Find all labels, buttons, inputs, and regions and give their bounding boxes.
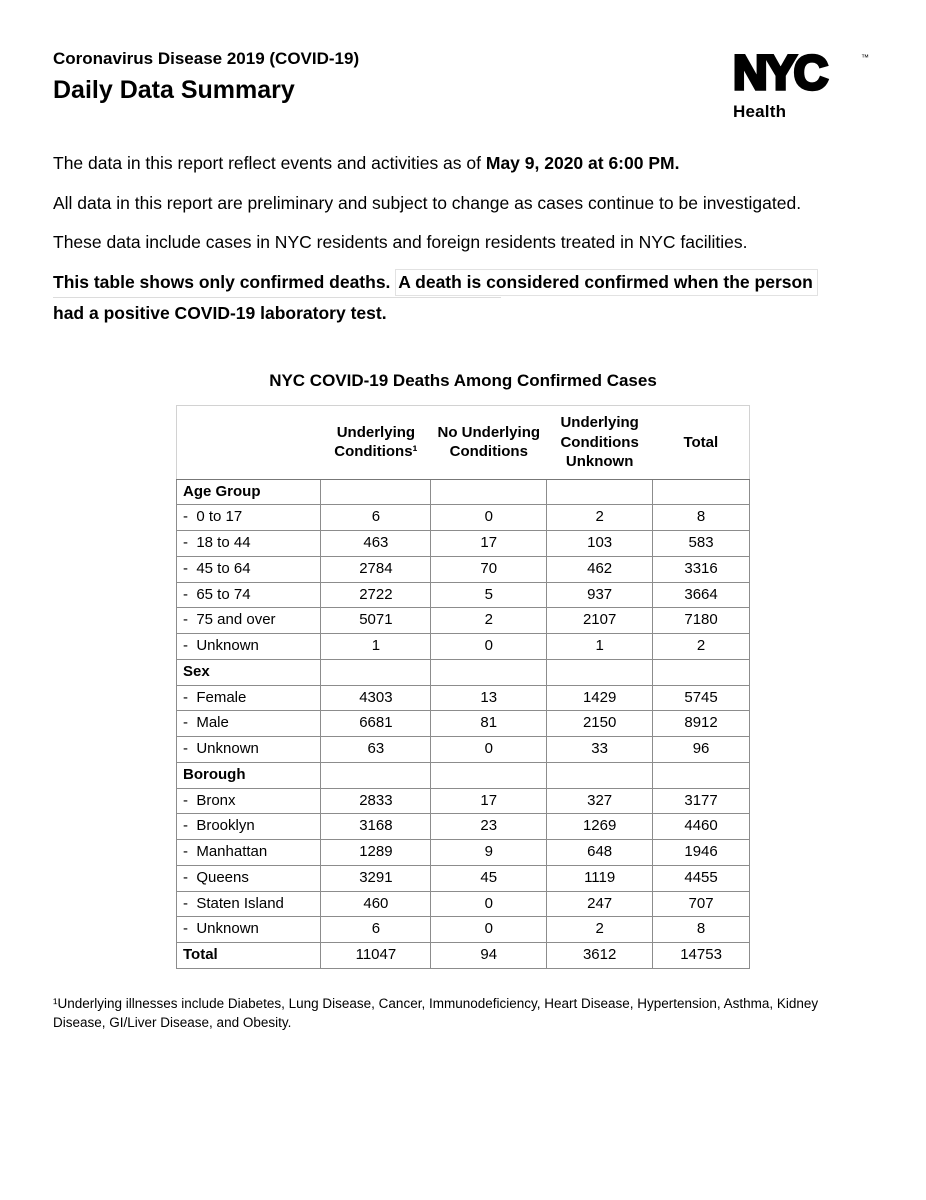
value-cell: 3612 — [547, 943, 653, 969]
value-cell: 0 — [431, 891, 547, 917]
value-cell: 3316 — [653, 556, 750, 582]
data-row — [177, 788, 750, 814]
value-cell: 5071 — [321, 608, 431, 634]
data-row — [177, 582, 750, 608]
data-row — [177, 917, 750, 943]
table-body — [177, 479, 750, 968]
as-of-date: May 9, 2020 at 6:00 PM. — [485, 153, 680, 173]
row-label: - Manhattan — [177, 840, 321, 866]
as-of-text: The data in this report reflect events and activities as of — [53, 153, 486, 173]
table-header — [177, 406, 750, 480]
value-cell: 1269 — [547, 814, 653, 840]
value-cell: 3664 — [653, 582, 750, 608]
empty-cell — [431, 762, 547, 788]
empty-cell — [431, 659, 547, 685]
value-cell: 96 — [653, 737, 750, 763]
value-cell: 460 — [321, 891, 431, 917]
section-row — [177, 762, 750, 788]
value-cell: 45 — [431, 865, 547, 891]
value-cell: 1119 — [547, 865, 653, 891]
row-label: - Female — [177, 685, 321, 711]
value-cell: 8 — [653, 505, 750, 531]
value-cell: 5 — [431, 582, 547, 608]
row-label: Sex — [177, 659, 321, 685]
row-label: - Bronx — [177, 788, 321, 814]
value-cell: 94 — [431, 943, 547, 969]
value-cell: 1289 — [321, 840, 431, 866]
paragraph-preliminary: All data in this report are preliminary and subject to change as cases continue to be investigated. — [53, 192, 802, 213]
row-label: - 18 to 44 — [177, 531, 321, 557]
paragraph-as-of — [53, 152, 873, 176]
data-row — [177, 531, 750, 557]
table-title: NYC COVID-19 Deaths Among Confirmed Cases — [269, 371, 657, 391]
nyc-wordmark: NYC — [733, 50, 826, 96]
section-row — [177, 659, 750, 685]
value-cell: 327 — [547, 788, 653, 814]
value-cell: 4460 — [653, 814, 750, 840]
value-cell: 13 — [431, 685, 547, 711]
row-label: - Male — [177, 711, 321, 737]
row-label: - Unknown — [177, 737, 321, 763]
nyc-health-logo — [733, 50, 873, 122]
trademark-symbol: ™ — [861, 53, 869, 62]
value-cell: 583 — [653, 531, 750, 557]
header-empty-cell — [177, 406, 321, 480]
confirmed-boxed-text: A death is considered confirmed when the person — [395, 269, 818, 296]
document-header — [53, 48, 873, 122]
row-label: - Unknown — [177, 917, 321, 943]
value-cell: 5745 — [653, 685, 750, 711]
column-header: Underlying Conditions¹ — [321, 406, 431, 480]
value-cell: 1429 — [547, 685, 653, 711]
empty-cell — [653, 659, 750, 685]
value-cell: 2107 — [547, 608, 653, 634]
column-header: Underlying Conditions Unknown — [547, 406, 653, 480]
value-cell: 2 — [431, 608, 547, 634]
value-cell: 2 — [547, 917, 653, 943]
value-cell: 1 — [547, 634, 653, 660]
empty-cell — [321, 762, 431, 788]
empty-cell — [547, 659, 653, 685]
data-row — [177, 891, 750, 917]
value-cell: 6 — [321, 505, 431, 531]
logo-health-tagline: Health — [733, 102, 787, 121]
value-cell: 3291 — [321, 865, 431, 891]
row-label: - 75 and over — [177, 608, 321, 634]
confirmed-lead-text: This table shows only confirmed deaths. — [53, 271, 396, 292]
value-cell: 707 — [653, 891, 750, 917]
value-cell: 14753 — [653, 943, 750, 969]
row-label: - 0 to 17 — [177, 505, 321, 531]
value-cell: 11047 — [321, 943, 431, 969]
intro-section — [53, 152, 873, 325]
row-label: Age Group — [177, 479, 321, 505]
value-cell: 937 — [547, 582, 653, 608]
value-cell: 0 — [431, 917, 547, 943]
value-cell: 2150 — [547, 711, 653, 737]
data-row — [177, 865, 750, 891]
footnote: ¹Underlying illnesses include Diabetes, Lung Disease, Cancer, Immunodeficiency, Heart Disease, Hypertension, Asthma, Kidney Disease, GI/Liver Disease, and Obesity. — [53, 995, 819, 1030]
data-row — [177, 737, 750, 763]
value-cell: 9 — [431, 840, 547, 866]
row-label: - Queens — [177, 865, 321, 891]
value-cell: 1946 — [653, 840, 750, 866]
row-label: Total — [177, 943, 321, 969]
row-label: - 65 to 74 — [177, 582, 321, 608]
value-cell: 2784 — [321, 556, 431, 582]
empty-cell — [653, 479, 750, 505]
value-cell: 70 — [431, 556, 547, 582]
value-cell: 4303 — [321, 685, 431, 711]
data-row — [177, 608, 750, 634]
value-cell: 8912 — [653, 711, 750, 737]
value-cell: 33 — [547, 737, 653, 763]
row-label: - Unknown — [177, 634, 321, 660]
empty-cell — [321, 479, 431, 505]
value-cell: 463 — [321, 531, 431, 557]
value-cell: 3177 — [653, 788, 750, 814]
value-cell: 1 — [321, 634, 431, 660]
column-header: No Underlying Conditions — [431, 406, 547, 480]
data-row — [177, 711, 750, 737]
value-cell: 247 — [547, 891, 653, 917]
row-label: - 45 to 64 — [177, 556, 321, 582]
data-row — [177, 634, 750, 660]
data-row — [177, 814, 750, 840]
value-cell: 648 — [547, 840, 653, 866]
nyc-logo-icon — [733, 50, 873, 96]
data-row — [177, 505, 750, 531]
value-cell: 0 — [431, 505, 547, 531]
value-cell: 2 — [547, 505, 653, 531]
report-title: Daily Data Summary — [53, 75, 295, 104]
value-cell: 6 — [321, 917, 431, 943]
value-cell: 2833 — [321, 788, 431, 814]
empty-cell — [547, 762, 653, 788]
summary-table — [176, 405, 750, 969]
value-cell: 7180 — [653, 608, 750, 634]
header-row — [177, 406, 750, 480]
value-cell: 3168 — [321, 814, 431, 840]
section-row — [177, 479, 750, 505]
empty-cell — [653, 762, 750, 788]
empty-cell — [547, 479, 653, 505]
value-cell: 103 — [547, 531, 653, 557]
row-label: - Brooklyn — [177, 814, 321, 840]
value-cell: 4455 — [653, 865, 750, 891]
paragraph-includes: These data include cases in NYC residents and foreign residents treated in NYC facilities. — [53, 232, 748, 253]
value-cell: 0 — [431, 634, 547, 660]
empty-cell — [431, 479, 547, 505]
title-block — [53, 48, 359, 105]
row-label: Borough — [177, 762, 321, 788]
empty-cell — [321, 659, 431, 685]
value-cell: 17 — [431, 788, 547, 814]
row-label: - Staten Island — [177, 891, 321, 917]
value-cell: 17 — [431, 531, 547, 557]
value-cell: 8 — [653, 917, 750, 943]
value-cell: 6681 — [321, 711, 431, 737]
value-cell: 0 — [431, 737, 547, 763]
value-cell: 462 — [547, 556, 653, 582]
paragraph-confirmed-note — [53, 271, 873, 325]
value-cell: 81 — [431, 711, 547, 737]
data-row — [177, 685, 750, 711]
data-row — [177, 840, 750, 866]
value-cell: 2 — [653, 634, 750, 660]
total-row — [177, 943, 750, 969]
column-header: Total — [653, 406, 750, 480]
confirmed-line2-text: had a positive COVID-19 laboratory test. — [53, 297, 501, 326]
value-cell: 63 — [321, 737, 431, 763]
value-cell: 23 — [431, 814, 547, 840]
data-row — [177, 556, 750, 582]
value-cell: 2722 — [321, 582, 431, 608]
report-subtitle: Coronavirus Disease 2019 (COVID-19) — [53, 49, 360, 68]
